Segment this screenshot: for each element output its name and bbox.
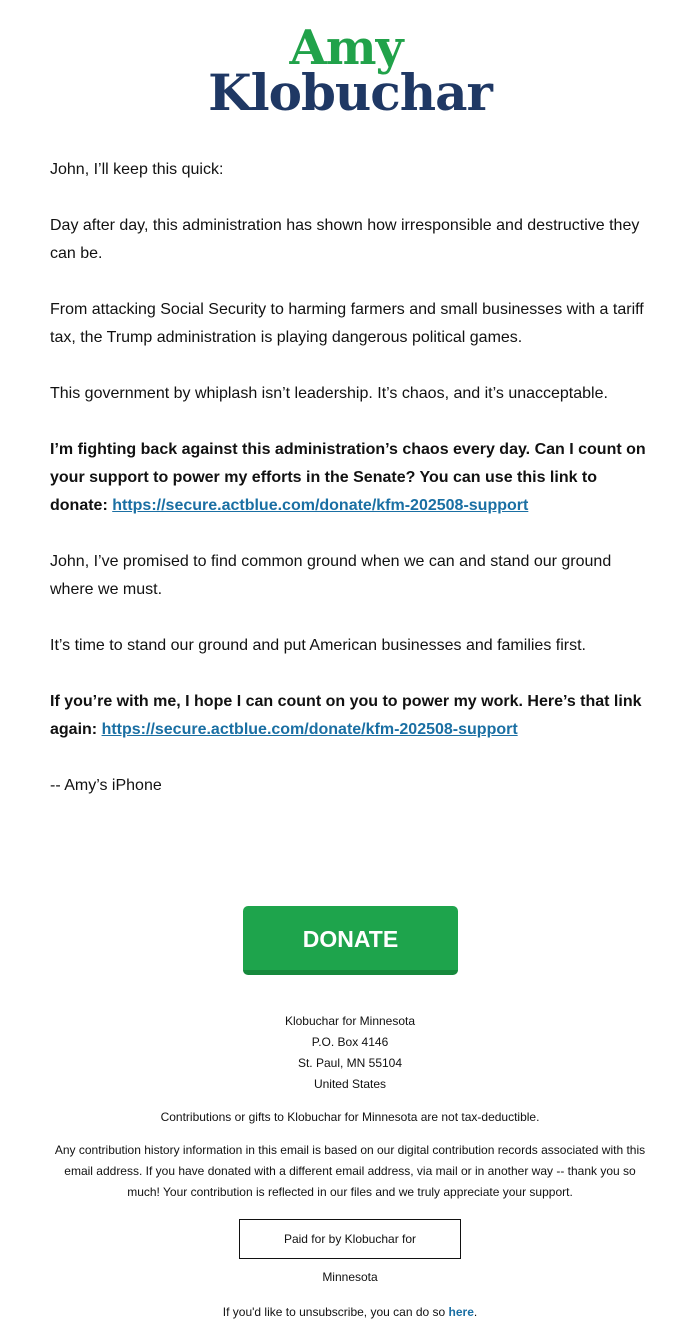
donate-button-container <box>243 906 458 975</box>
paragraph-4: John, I’ve promised to find common ground when we can and stand our ground where we must. <box>50 553 612 598</box>
address-city: St. Paul, MN 55104 <box>297 1056 403 1070</box>
tax-notice: Contributions or gifts to Klobuchar for Minnesota are not tax-deductible. <box>160 1110 540 1124</box>
paid-for-disclaimer: Paid for by Klobuchar for Minnesota <box>239 1219 461 1259</box>
paragraph-2: From attacking Social Security to harming farmers and small businesses with a tariff tax, the Trump administration is playing dangerous political games. <box>50 301 644 346</box>
donation-ask-2 <box>50 688 650 744</box>
donate-link-1[interactable]: https://secure.actblue.com/donate/kfm-202508-support <box>112 497 529 514</box>
donate-link-2[interactable]: https://secure.actblue.com/donate/kfm-202508-support <box>101 721 518 738</box>
email-footer <box>50 1011 650 1323</box>
contribution-history-notice: Any contribution history information in this email is based on our digital contribution records associated with this email address. If you have donated with a different email address, via mail or in another way -- thank you so much! Your contribution is reflected in our files and we truly appreciate your support. <box>54 1143 646 1199</box>
logo-last-name: Klobuchar <box>208 63 492 122</box>
signature: -- Amy’s iPhone <box>50 777 162 794</box>
paragraph-1: Day after day, this administration has shown how irresponsible and destructive they can be. <box>50 217 640 262</box>
campaign-logo <box>0 20 700 122</box>
donate-button[interactable]: DONATE <box>243 906 458 975</box>
address-po-box: P.O. Box 4146 <box>311 1035 389 1049</box>
unsubscribe-end: . <box>473 1305 478 1319</box>
donation-ask-1 <box>50 436 650 520</box>
unsubscribe-line <box>50 1302 650 1323</box>
address-country: United States <box>313 1077 387 1091</box>
greeting: John, I’ll keep this quick: <box>50 161 224 178</box>
donation-ask-2-text: If you’re with me, I hope I can count on you to power my work. Here’s that link again: <box>50 693 642 738</box>
paragraph-3: This government by whiplash isn’t leadership. It’s chaos, and it’s unacceptable. <box>50 385 608 402</box>
unsubscribe-text: If you'd like to unsubscribe, you can do so <box>222 1305 449 1319</box>
donation-ask-1-text: I’m fighting back against this administration’s chaos every day. Can I count on your support to power my efforts in the Senate? You can use this link to donate: <box>50 441 646 514</box>
email-body <box>50 156 650 828</box>
address-org: Klobuchar for Minnesota <box>284 1014 416 1028</box>
mailing-address <box>50 1011 650 1095</box>
logo-first-name: Amy <box>289 20 403 76</box>
paragraph-5: It’s time to stand our ground and put American businesses and families first. <box>50 637 586 654</box>
unsubscribe-link[interactable]: here <box>448 1305 474 1319</box>
